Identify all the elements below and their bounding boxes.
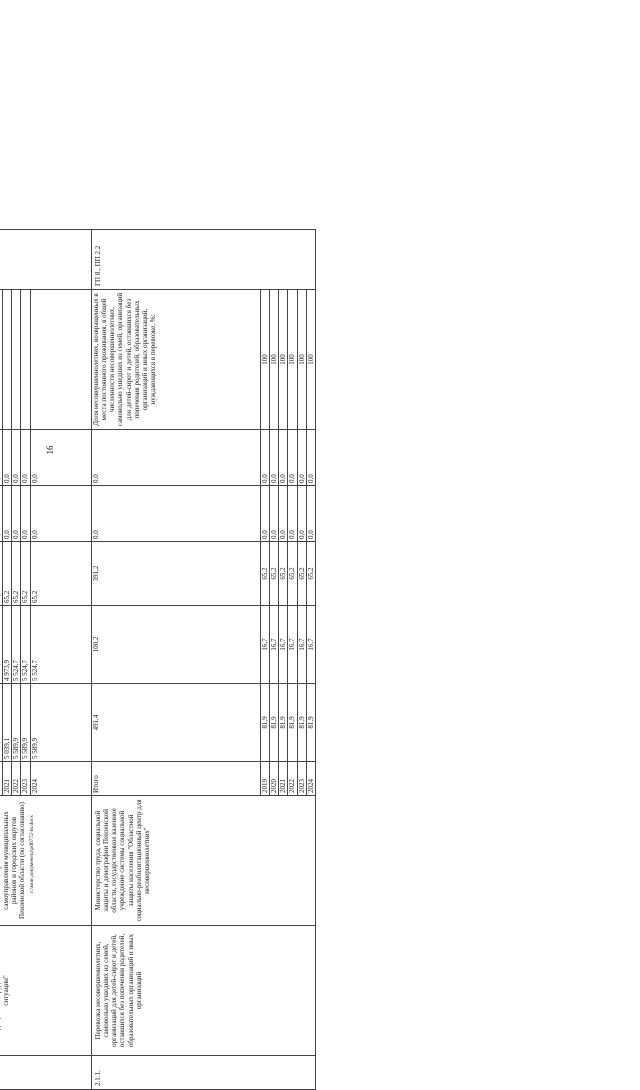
value-cell: 0,0 xyxy=(21,430,30,486)
row-number: 2.1.1. xyxy=(91,1056,316,1090)
value-cell: 0,0 xyxy=(30,430,91,486)
value-cell: 5 524,7 xyxy=(21,606,30,684)
value-cell: 65,2 xyxy=(297,542,306,606)
value-cell: 81,9 xyxy=(269,684,278,762)
footer-path: c:\мои документы\pd0772-m.docx xyxy=(29,814,35,893)
value-cell: 0,0 xyxy=(306,430,315,486)
value-cell: 0,0 xyxy=(12,486,21,542)
value-cell: 5 039,1 xyxy=(2,684,11,762)
year-cell: 2024 xyxy=(30,762,91,796)
year-cell: Итого xyxy=(91,762,260,796)
value-cell: 81,9 xyxy=(260,684,269,762)
year-cell: 2020 xyxy=(269,762,278,796)
year-cell: 2021 xyxy=(2,762,11,796)
value-cell: 0,0 xyxy=(288,430,297,486)
value-cell: 0,0 xyxy=(91,430,260,486)
table-row xyxy=(91,230,260,1090)
year-cell: 2021 xyxy=(279,762,288,796)
indicator-value: 100 xyxy=(269,290,278,430)
value-cell: 0,0 xyxy=(269,430,278,486)
year-cell: 2019 xyxy=(260,762,269,796)
year-cell: 2023 xyxy=(21,762,30,796)
value-cell: 65,2 xyxy=(269,542,278,606)
page-number: 16 xyxy=(45,445,55,455)
year-cell: 2022 xyxy=(288,762,297,796)
value-cell: 65,2 xyxy=(12,542,21,606)
indicator-value: 100 xyxy=(306,290,315,430)
value-cell: 16,7 xyxy=(297,606,306,684)
row-number xyxy=(0,1056,91,1090)
value-cell: 0,0 xyxy=(279,430,288,486)
value-cell: 0,0 xyxy=(2,430,11,486)
value-cell: 5 589,9 xyxy=(12,684,21,762)
value-cell: 81,9 xyxy=(297,684,306,762)
value-cell: 16,7 xyxy=(306,606,315,684)
year-cell: 2023 xyxy=(297,762,306,796)
value-cell: 0,0 xyxy=(260,486,269,542)
year-cell: 2022 xyxy=(12,762,21,796)
indicator-value: 100 xyxy=(260,290,269,430)
executor: самоуправления муниципальных районов и городских округов Пензенской области (по согласованию) xyxy=(0,796,91,926)
value-cell: 0,0 xyxy=(91,486,260,542)
indicator-value: 100 xyxy=(288,290,297,430)
indicator-text: Доля несовершеннолетних, возвращенных в места постоянного проживания, в общей численности несовершеннолетних, самовольно ушедших из семей, организаций для детей-сирот и детей, оставшихся без попечения родителей, образовательных организаций и иных организаций, нуждающихся в перевозке, %: xyxy=(91,290,260,430)
indicator-cell xyxy=(12,290,21,430)
year-cell: 2024 xyxy=(306,762,315,796)
value-cell: 0,0 xyxy=(260,430,269,486)
value-cell: 0,0 xyxy=(297,486,306,542)
value-cell: 5 524,7 xyxy=(12,606,21,684)
value-cell: 0,0 xyxy=(30,486,91,542)
indicator-value: 100 xyxy=(297,290,306,430)
indicator-cell xyxy=(30,290,91,430)
value-cell: 16,7 xyxy=(279,606,288,684)
value-cell: 0,0 xyxy=(2,486,11,542)
value-cell: 491,4 xyxy=(91,684,260,762)
value-cell: 0,0 xyxy=(279,486,288,542)
indicator-cell xyxy=(21,290,30,430)
value-cell: 4 973,9 xyxy=(2,606,11,684)
value-cell: 65,2 xyxy=(288,542,297,606)
value-cell: 81,9 xyxy=(279,684,288,762)
value-cell: 16,7 xyxy=(288,606,297,684)
indicator-value: 100 xyxy=(279,290,288,430)
value-cell: 16,7 xyxy=(269,606,278,684)
value-cell: 81,9 xyxy=(288,684,297,762)
value-cell: 0,0 xyxy=(297,430,306,486)
value-cell: 5 524,7 xyxy=(30,606,91,684)
measure-name: ситуации" xyxy=(0,926,91,1056)
value-cell: 0,0 xyxy=(288,486,297,542)
value-cell: 0,0 xyxy=(21,486,30,542)
value-cell: 16,7 xyxy=(260,606,269,684)
value-cell: 81,9 xyxy=(306,684,315,762)
value-cell: 0,0 xyxy=(306,486,315,542)
value-cell: 5 589,9 xyxy=(30,684,91,762)
measure-name: Перевозка несовершеннолетних, самовольно ушедших из семей, организаций для детей-сирот и детей, оставшихся без попечения родителей, образовательных организаций и иных организаций xyxy=(91,926,316,1056)
value-cell: 391,2 xyxy=(91,542,260,606)
rotated-table-sheet xyxy=(0,230,453,1090)
value-cell: 65,2 xyxy=(2,542,11,606)
value-cell: 0,0 xyxy=(12,430,21,486)
value-cell: 5 589,9 xyxy=(21,684,30,762)
reference-cell xyxy=(0,230,91,290)
program-table xyxy=(0,229,316,1090)
executor: Министерство труда, социальной защиты и демографии Пензенской области, государственное казенное учреждение системы социальной защиты населения "Областной социально-реабилитационный центр для несовершеннолетних" xyxy=(91,796,316,926)
value-cell: 100,2 xyxy=(91,606,260,684)
value-cell: 65,2 xyxy=(306,542,315,606)
value-cell: 65,2 xyxy=(260,542,269,606)
value-cell: 65,2 xyxy=(30,542,91,606)
indicator-cell xyxy=(2,290,11,430)
reference-cell: ГП 8., ПП 2.2 xyxy=(91,230,316,290)
value-cell: 65,2 xyxy=(21,542,30,606)
value-cell: 65,2 xyxy=(279,542,288,606)
value-cell: 0,0 xyxy=(269,486,278,542)
